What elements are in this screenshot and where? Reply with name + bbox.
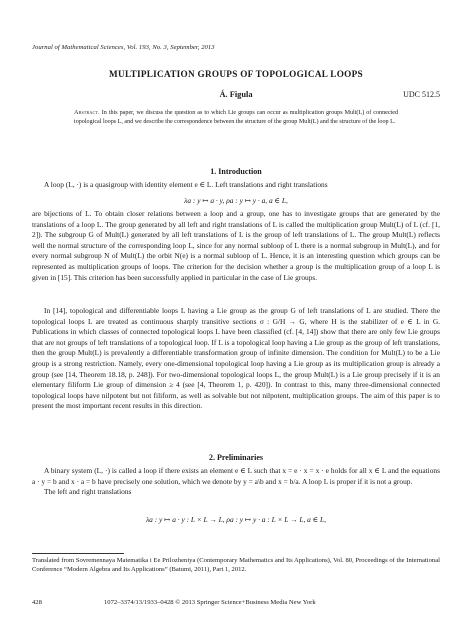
intro-paragraph-1 xyxy=(32,180,440,191)
abstract-lead: Abstract. xyxy=(74,110,100,116)
intro-paragraph-2 xyxy=(32,209,440,283)
udc-code: UDC 512.5 xyxy=(403,90,440,99)
translation-footnote: Translated from Sovremennaya Matematika i Ee Prilozheniya (Contemporary Mathematics and Its Applications), Vol. 80, Proceedings of the International Conference “Modern Algebra and Its Applications” (Batumi, 2011), Part 1, 2012. xyxy=(32,557,440,574)
issn-copyright: 1072–3374/13/1933–0428 © 2013 Springer Science+Business Media New York xyxy=(104,599,316,606)
translation-map-formula: λa : y ↦ a · y : L × L → L, ρa : y ↦ y · a : L × L → L, a ∈ L, xyxy=(145,515,326,524)
abstract xyxy=(74,109,398,127)
page-number: 428 xyxy=(32,599,42,606)
abstract-text: In this paper, we discuss the question as to which Lie groups can occur as multiplication groups Mult(L) of connected topological loops L, and we describe the correspondence between the structure of the group Mult(L) and the structure of the loop L. xyxy=(74,110,399,126)
intro-paragraph-3 xyxy=(32,306,440,412)
paragraph: are bijections of L. To obtain closer relations between a loop and a group, one has to investigate groups that are generated by the translations of a loop L. The group generated by all left and right translations of L is called the multiplication group Mult(L) of L (cf. [1, 2]). The subgroup G of Mult(L) generated by all left translations of L is the group of left translations of L. The group Mult(L) reflects well the normal structure of the corresponding loop L, since for any normal subloop of L there is a normal subgroup in Mult(L), and for every normal subgroup N of Mult(L) the orbit N(e) is a normal subloop of L. Hence, it is an interesting question which groups can be represented as multiplication groups of loops. The criterion for the decision whether a group is the multiplication group of a loop L is given in [15]. This criterion has been successfully applied in particular in the case of Lie groups. xyxy=(32,209,440,282)
author-name: Á. Figula xyxy=(219,90,253,99)
paragraph: A loop (L, ·) is a quasigroup with identity element e ∈ L. Left translations and right translations xyxy=(44,180,328,189)
paragraph: A binary system (L, ·) is called a loop if there exists an element e ∈ L such that x = e · x = x · e holds for all x ∈ L and the equations a · y = b and x · a = b have precisely one solution, which we denote by y = a\b and x = b/a. A loop L is proper if it is not a group. xyxy=(32,466,440,486)
translation-formula: λa : y ↦ a · y, ρa : y ↦ y · a, a ∈ L, xyxy=(184,196,288,205)
paragraph: The left and right translations xyxy=(44,487,132,497)
footnote-divider xyxy=(32,553,124,554)
section-heading-introduction: 1. Introduction xyxy=(210,167,262,176)
paragraph: In [14], topological and differentiable loops L having a Lie group as the group G of left translations of L are studied. There the topological loops L are treated as continuous sharply transitive sections σ : G/H → G, where H is the stabilizer of e ∈ L in G. Publications in which classes of connected topological loops L have been classified (cf. [4, 14]) show that there are only few Lie groups that are not groups of left translations of a topological loop. If L is a topological loop having a Lie group as the group of left translations, then the group Mult(L) is prevalently a differentiable transformation group of infinite dimension. The condition for Mult(L) to be a Lie group is a strong restriction. Namely, every one-dimensional topological loop having a Lie group as its multiplication group is already a group (see [14, Theorem 18.18, p. 248]). For two-dimensional topological loops L, the group Mult(L) is a Lie group precisely if it is an elementary filiform Lie group of dimension ≥ 4 (see [4, Theorem 1, p. 420]). In contrast to this, many three-dimensional connected topological loops have nilpotent but not filiform, as well as solvable but not nilpotent, multiplication groups. The aim of this paper is to present the most important recent results in this direction. xyxy=(32,306,440,411)
journal-citation: Journal of Mathematical Sciences, Vol. 193, No. 3, September, 2013 xyxy=(32,44,215,51)
section-heading-preliminaries: 2. Preliminaries xyxy=(208,453,264,462)
paper-title: MULTIPLICATION GROUPS OF TOPOLOGICAL LOOPS xyxy=(109,69,363,79)
prelim-paragraph-1 xyxy=(32,466,440,498)
